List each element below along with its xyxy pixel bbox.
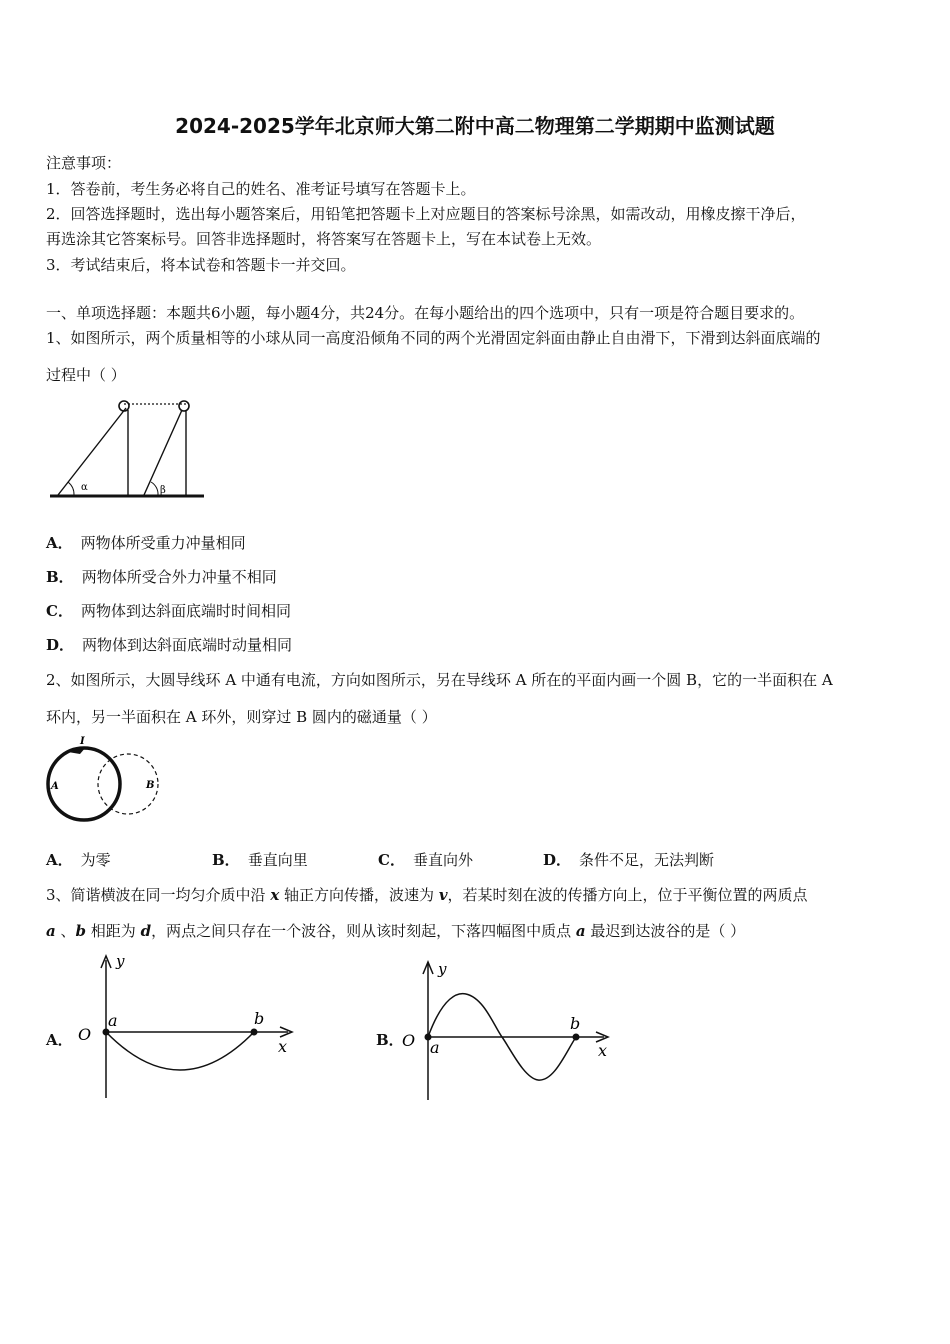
option-key: C． bbox=[46, 602, 73, 620]
var-d: d bbox=[140, 922, 152, 940]
x-axis-label: x bbox=[598, 1041, 608, 1060]
q2-option-a[interactable] bbox=[46, 849, 111, 870]
option-key: B． bbox=[212, 851, 240, 869]
q3-text: ，两点之间只存在一个波谷，则从该时刻起，下落四幅图中质点 bbox=[151, 922, 576, 940]
notice-item-1: 1．答卷前，考生务必将自己的姓名、准考证号填写在答题卡上。 bbox=[46, 180, 476, 198]
y-axis-label: y bbox=[116, 952, 125, 970]
option-key: D． bbox=[46, 636, 75, 654]
loop-b-label: B bbox=[146, 780, 155, 791]
alpha-label: α bbox=[81, 482, 88, 493]
option-key: A． bbox=[46, 1031, 73, 1049]
option-text: 垂直向里 bbox=[247, 851, 308, 869]
option-key: D． bbox=[543, 851, 572, 869]
q1-stem-line1: 1、如图所示，两个质量相等的小球从同一高度沿倾角不同的两个光滑固定斜面由静止自由滑下，下滑到达斜面底端的 bbox=[46, 329, 821, 347]
option-text: 垂直向外 bbox=[412, 851, 473, 869]
origin-label: O bbox=[402, 1031, 416, 1050]
point-b-label: b bbox=[254, 1009, 265, 1028]
q1-stem-line2: 过程中（ ） bbox=[46, 366, 126, 384]
q2-stem-line2: 环内，另一半面积在 A 环外，则穿过 B 圆内的磁通量（ ） bbox=[46, 708, 437, 726]
q3-text: 最迟到达波谷的是（ ） bbox=[585, 922, 746, 940]
q3-text: 相距为 bbox=[86, 922, 141, 940]
beta-label: β bbox=[160, 485, 166, 496]
var-a: a bbox=[575, 922, 586, 940]
option-text: 两物体所受重力冲量相同 bbox=[80, 534, 246, 552]
q2-option-b[interactable] bbox=[212, 849, 308, 870]
option-text: 两物体到达斜面底端时时间相同 bbox=[80, 602, 291, 620]
q2-option-c[interactable] bbox=[378, 849, 473, 870]
point-a-label: a bbox=[430, 1038, 440, 1057]
point-a-label: a bbox=[108, 1011, 118, 1030]
option-key: B． bbox=[376, 1031, 404, 1049]
var-v: v bbox=[438, 886, 448, 904]
q3-text: 3、简谐横波在同一均匀介质中沿 bbox=[46, 886, 271, 904]
page-title: 2024-2025学年北京师大第二附中高二物理第二学期期中监测试题 bbox=[175, 114, 775, 138]
option-text: 两物体到达斜面底端时动量相同 bbox=[82, 636, 293, 654]
q1-option-a[interactable] bbox=[46, 532, 246, 553]
option-text: 条件不足，无法判断 bbox=[579, 851, 715, 869]
loop-a-label: A bbox=[51, 781, 59, 792]
y-axis-label: y bbox=[438, 960, 447, 978]
point-b-label: b bbox=[570, 1014, 581, 1033]
q3-stem-line1 bbox=[46, 884, 808, 905]
option-key: A． bbox=[46, 851, 73, 869]
option-key: C． bbox=[378, 851, 405, 869]
q3-graph-b bbox=[398, 956, 628, 1102]
notice-heading: 注意事项： bbox=[46, 154, 122, 172]
notice-item-2b: 再选涂其它答案标号。回答非选择题时，将答案写在答题卡上，写在本试卷上无效。 bbox=[46, 230, 602, 248]
var-x: x bbox=[270, 886, 280, 904]
var-a: a bbox=[46, 922, 56, 940]
q3-stem-line2 bbox=[46, 920, 745, 941]
q2-loop-figure bbox=[40, 734, 170, 832]
var-b: b bbox=[75, 922, 87, 940]
notice-item-3: 3．考试结束后，将本试卷和答题卡一并交回。 bbox=[46, 256, 356, 274]
option-text: 两物体所受合外力冲量不相同 bbox=[81, 568, 277, 586]
current-label: I bbox=[80, 736, 85, 747]
option-key: A． bbox=[46, 534, 73, 552]
q1-option-d[interactable] bbox=[46, 634, 292, 655]
q3-graph-a bbox=[70, 950, 310, 1100]
option-key: B． bbox=[46, 568, 74, 586]
q1-incline-figure bbox=[46, 394, 208, 504]
q2-option-d[interactable] bbox=[543, 849, 714, 870]
q3-text: 、 bbox=[55, 922, 76, 940]
q1-option-b[interactable] bbox=[46, 566, 277, 587]
q1-option-c[interactable] bbox=[46, 600, 291, 621]
q3-text: ，若某时刻在波的传播方向上，位于平衡位置的两质点 bbox=[447, 886, 808, 904]
x-axis-label: x bbox=[278, 1037, 288, 1056]
origin-label: O bbox=[78, 1025, 92, 1044]
q3-text: 轴正方向传播，波速为 bbox=[279, 886, 439, 904]
option-text: 为零 bbox=[80, 851, 111, 869]
notice-item-2a: 2．回答选择题时，选出每小题答案后，用铅笔把答题卡上对应题目的答案标号涂黑，如需改动，用橡皮擦干净后， bbox=[46, 205, 806, 223]
section-heading: 一、单项选择题：本题共6小题，每小题4分，共24分。在每小题给出的四个选项中，只有一项是符合题目要求的。 bbox=[46, 304, 805, 322]
q2-stem-line1: 2、如图所示，大圆导线环 A 中通有电流，方向如图所示，另在导线环 A 所在的平面内画一个圆 B，它的一半面积在 A bbox=[46, 671, 833, 689]
